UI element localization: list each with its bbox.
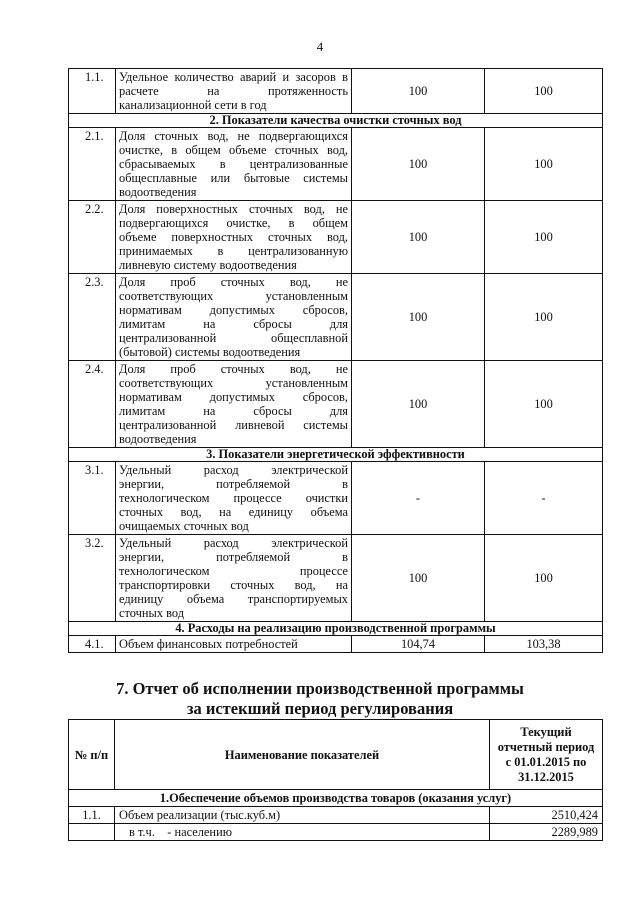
row-name-line: Доля поверхностных сточных вод, не (119, 202, 348, 216)
row-value: 100 (485, 201, 603, 274)
row-name (116, 128, 352, 201)
row-value: 100 (485, 535, 603, 622)
row-value: 100 (352, 69, 485, 114)
row-name: в т.ч. - населению (115, 824, 490, 841)
row-value: 100 (485, 69, 603, 114)
report-table (68, 719, 603, 841)
row-num: 2.3. (69, 274, 116, 361)
header-period (490, 720, 603, 790)
row-name (116, 535, 352, 622)
report-header-row (69, 720, 603, 790)
section-title: 4. Расходы на реализацию производственной программы (69, 622, 603, 636)
row-name-line: водоотведения (119, 432, 197, 446)
table-row (69, 636, 603, 653)
report-heading-line1: 7. Отчет об исполнении производственной программы (116, 679, 524, 698)
row-name (116, 69, 352, 114)
row-value: 100 (352, 535, 485, 622)
row-num: 1.1. (69, 807, 115, 824)
header-period-line: 31.12.2015 (518, 769, 574, 784)
row-num: 4.1. (69, 636, 116, 653)
row-name-line: (бытовой) системы водоотведения (119, 345, 301, 359)
row-name-line: принимаемых в централизованную (119, 244, 348, 258)
table-row (69, 462, 603, 535)
row-name-line: канализационной сети в год (119, 98, 267, 112)
indicators-table (68, 68, 603, 653)
report-heading-line2: за истекший период регулирования (186, 699, 454, 718)
row-name-line: объеме поверхностных сточных вод, (119, 230, 348, 244)
row-num: 3.1. (69, 462, 116, 535)
row-name-line: транспортировки сточных вод, на (119, 578, 348, 592)
row-name-line: общесплавные или бытовые системы (119, 171, 348, 185)
row-num: 2.1. (69, 128, 116, 201)
row-name-line: Доля проб сточных вод, не (119, 275, 348, 289)
row-value: 100 (485, 128, 603, 201)
page-number: 4 (316, 39, 324, 54)
row-name-line: лимитам на сбросы для (119, 404, 348, 418)
row-value: - (352, 462, 485, 535)
row-name-line: централизованной ливневой системы (119, 418, 348, 432)
row-name-line: лимитам на сбросы для (119, 317, 348, 331)
row-num: 3.2. (69, 535, 116, 622)
row-value: 100 (352, 274, 485, 361)
row-name-line: Удельный расход электрической (119, 463, 348, 477)
table-row (69, 535, 603, 622)
section-row (69, 622, 603, 636)
row-name-line: сбрасываемых в централизованные (119, 157, 348, 171)
header-period-line: Текущий (520, 724, 572, 739)
table-row (69, 361, 603, 448)
table-row (69, 201, 603, 274)
row-num: 1.1. (69, 69, 116, 114)
row-name-line: технологическом процессе (119, 564, 348, 578)
row-name-line: нормативам допустимых сбросов, (119, 303, 348, 317)
header-name: Наименование показателей (115, 720, 490, 790)
row-name-line: ливневую систему водоотведения (119, 258, 297, 272)
row-name-line: Удельный расход электрической (119, 536, 348, 550)
row-name-line: Объем финансовых потребностей (119, 637, 298, 651)
row-name-line: Доля сточных вод, не подвергающихся (119, 129, 348, 143)
row-name-line: централизованной общесплавной (119, 331, 348, 345)
row-name-line: сточных вод (119, 606, 185, 620)
row-name-line: энергии, потребляемой в (119, 477, 348, 491)
row-num: 2.2. (69, 201, 116, 274)
row-name-line: водоотведения (119, 185, 197, 199)
row-value: 100 (352, 201, 485, 274)
section-title: 1.Обеспечение объемов производства товаров (оказания услуг) (69, 790, 603, 807)
table-row (69, 128, 603, 201)
section-title: 3. Показатели энергетической эффективности (69, 448, 603, 462)
row-name-line: очистке, в общем объеме сточных вод, (119, 143, 348, 157)
row-name (116, 636, 352, 653)
report-heading (0, 679, 640, 719)
row-value: 100 (485, 361, 603, 448)
row-value: 2289,989 (490, 824, 603, 841)
section-row (69, 448, 603, 462)
section-row (69, 114, 603, 128)
table-row (69, 69, 603, 114)
row-name (116, 361, 352, 448)
row-num: 2.4. (69, 361, 116, 448)
row-name-line: соответствующих установленным (119, 376, 348, 390)
row-name-line: сточных вод, на единицу объема (119, 505, 348, 519)
row-name-line: Доля проб сточных вод, не (119, 362, 348, 376)
row-name-line: очищаемых сточных вод (119, 519, 249, 533)
table-row (69, 807, 603, 824)
row-name: Объем реализации (тыс.куб.м) (115, 807, 490, 824)
row-value: 103,38 (485, 636, 603, 653)
row-name-line: подвергающихся очистке, в общем (119, 216, 348, 230)
row-name-line: нормативам допустимых сбросов, (119, 390, 348, 404)
row-value: 100 (485, 274, 603, 361)
row-name-line: единицу объема транспортируемых (119, 592, 348, 606)
row-value: 100 (352, 361, 485, 448)
row-num (69, 824, 115, 841)
header-period-line: отчетный период (497, 739, 595, 754)
row-name-line: Удельное количество аварий и засоров в (119, 70, 348, 84)
row-name (116, 274, 352, 361)
section-title: 2. Показатели качества очистки сточных вод (69, 114, 603, 128)
header-num: № п/п (69, 720, 115, 790)
row-value: 100 (352, 128, 485, 201)
row-value: 2510,424 (490, 807, 603, 824)
row-name-line: расчете на протяженность (119, 84, 348, 98)
row-name-line: энергии, потребляемой в (119, 550, 348, 564)
section-row (69, 790, 603, 807)
row-value: 104,74 (352, 636, 485, 653)
row-name-line: соответствующих установленным (119, 289, 348, 303)
row-name-line: технологическом процессе очистки (119, 491, 348, 505)
table-row (69, 824, 603, 841)
header-period-line: с 01.01.2015 по (505, 754, 587, 769)
row-value: - (485, 462, 603, 535)
row-name (116, 462, 352, 535)
table-row (69, 274, 603, 361)
row-name (116, 201, 352, 274)
